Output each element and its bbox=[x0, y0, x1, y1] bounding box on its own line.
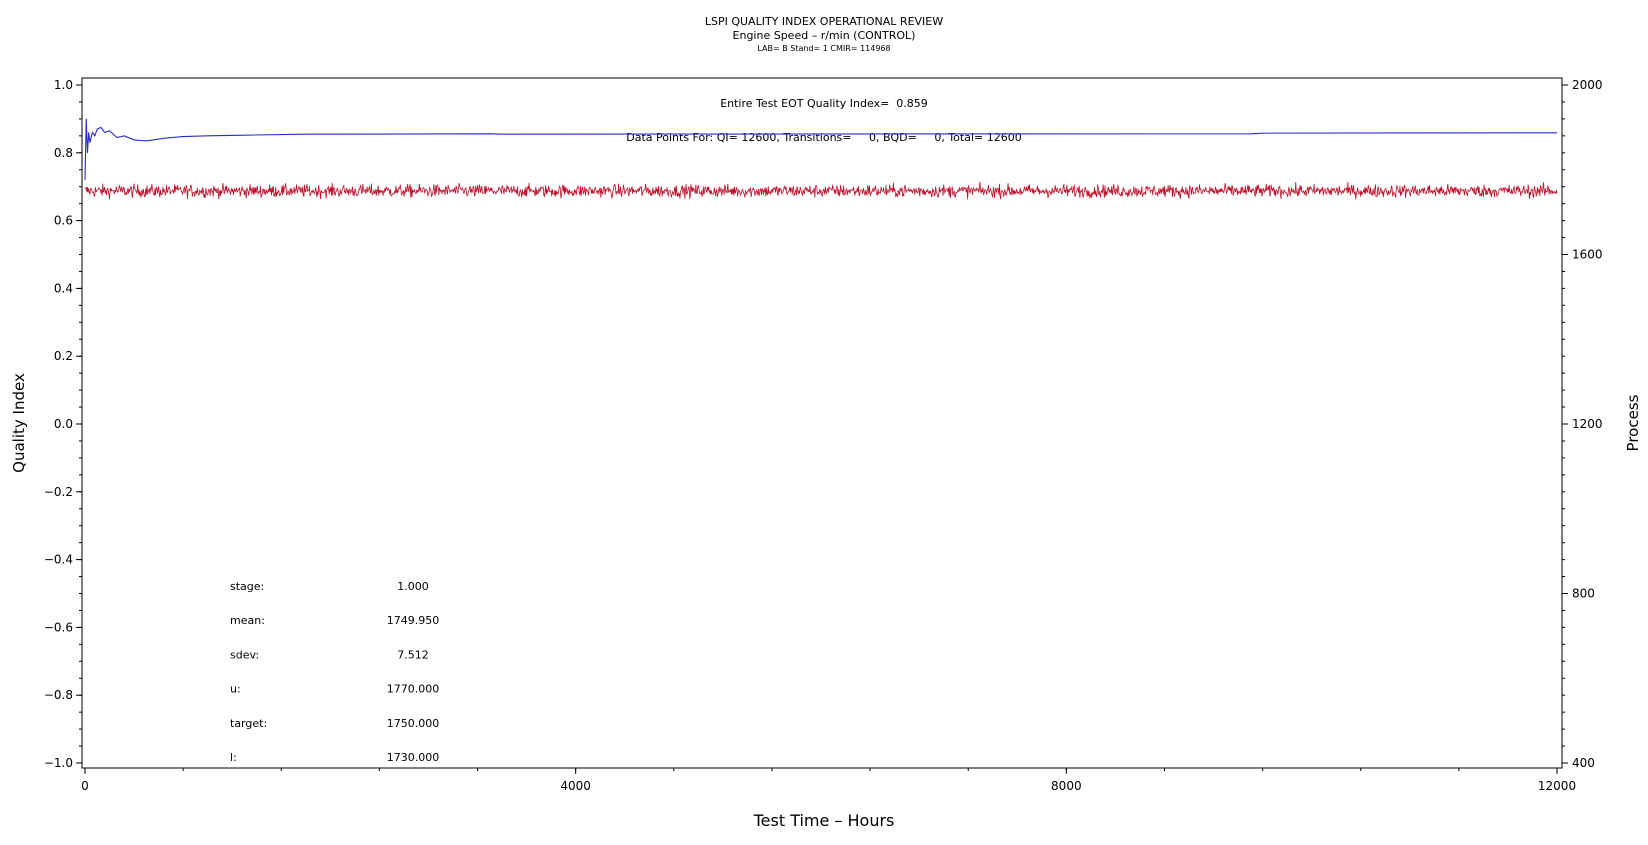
stat-value: 1750.000 bbox=[386, 716, 440, 730]
y-left-tick-label: 0.8 bbox=[53, 145, 73, 160]
stat-value: 7.512 bbox=[397, 648, 429, 662]
y-left-tick-label: 0.4 bbox=[53, 281, 73, 296]
y-left-tick-label: −1.0 bbox=[43, 756, 73, 770]
stats-block bbox=[230, 580, 439, 764]
y-axis-right-label: Process bbox=[1624, 394, 1642, 452]
y-right-tick-label: 1200 bbox=[1572, 417, 1603, 431]
y-right-tick-label: 1600 bbox=[1572, 247, 1603, 262]
y-left-tick-label: 0.6 bbox=[53, 213, 73, 228]
stat-label: u: bbox=[230, 682, 241, 696]
y-right-tick-label: 400 bbox=[1572, 756, 1595, 770]
chart-title: LSPI QUALITY INDEX OPERATIONAL REVIEW bbox=[704, 15, 944, 28]
stat-value: 1730.000 bbox=[386, 751, 440, 764]
stat-label: stage: bbox=[230, 580, 265, 593]
quality-index-annotation: Entire Test EOT Quality Index= 0.859 bbox=[720, 97, 928, 110]
stat-value: 1.000 bbox=[397, 580, 429, 593]
x-tick-label: 8000 bbox=[1051, 779, 1082, 793]
data-points-annotation: Data Points For: QI= 12600, Transitions= 0, BQD= 0, Total= 12600 bbox=[626, 131, 1022, 144]
series-quality-index-line bbox=[85, 119, 1557, 180]
y-left-tick-label: −0.2 bbox=[43, 484, 73, 499]
series-process-line bbox=[85, 182, 1557, 200]
y-axis-left-label: Quality Index bbox=[10, 373, 28, 473]
y-left-tick-label: −0.8 bbox=[43, 688, 73, 703]
stat-label: sdev: bbox=[230, 648, 260, 662]
x-tick-label: 0 bbox=[81, 779, 89, 793]
y-left-tick-label: 0.2 bbox=[53, 349, 73, 364]
x-axis-label: Test Time – Hours bbox=[753, 811, 895, 830]
x-tick-label: 12000 bbox=[1537, 779, 1577, 793]
chart-subsubtitle: LAB= B Stand= 1 CMIR= 114968 bbox=[757, 44, 891, 53]
x-tick-label: 4000 bbox=[560, 779, 591, 793]
stat-label: mean: bbox=[230, 614, 265, 628]
y-left-tick-label: 1.0 bbox=[53, 78, 73, 92]
stat-label: l: bbox=[230, 751, 237, 764]
y-right-tick-label: 800 bbox=[1572, 586, 1595, 601]
plot-frame bbox=[82, 78, 1562, 768]
stat-value: 1770.000 bbox=[386, 682, 440, 696]
chart-subtitle: Engine Speed – r/min (CONTROL) bbox=[732, 29, 916, 42]
y-right-tick-label: 2000 bbox=[1572, 78, 1603, 92]
stat-value: 1749.950 bbox=[386, 614, 440, 628]
stat-label: target: bbox=[230, 716, 268, 730]
y-left-tick-label: −0.6 bbox=[43, 620, 73, 635]
y-left-tick-label: −0.4 bbox=[43, 552, 73, 567]
y-left-tick-label: 0.0 bbox=[53, 417, 73, 431]
